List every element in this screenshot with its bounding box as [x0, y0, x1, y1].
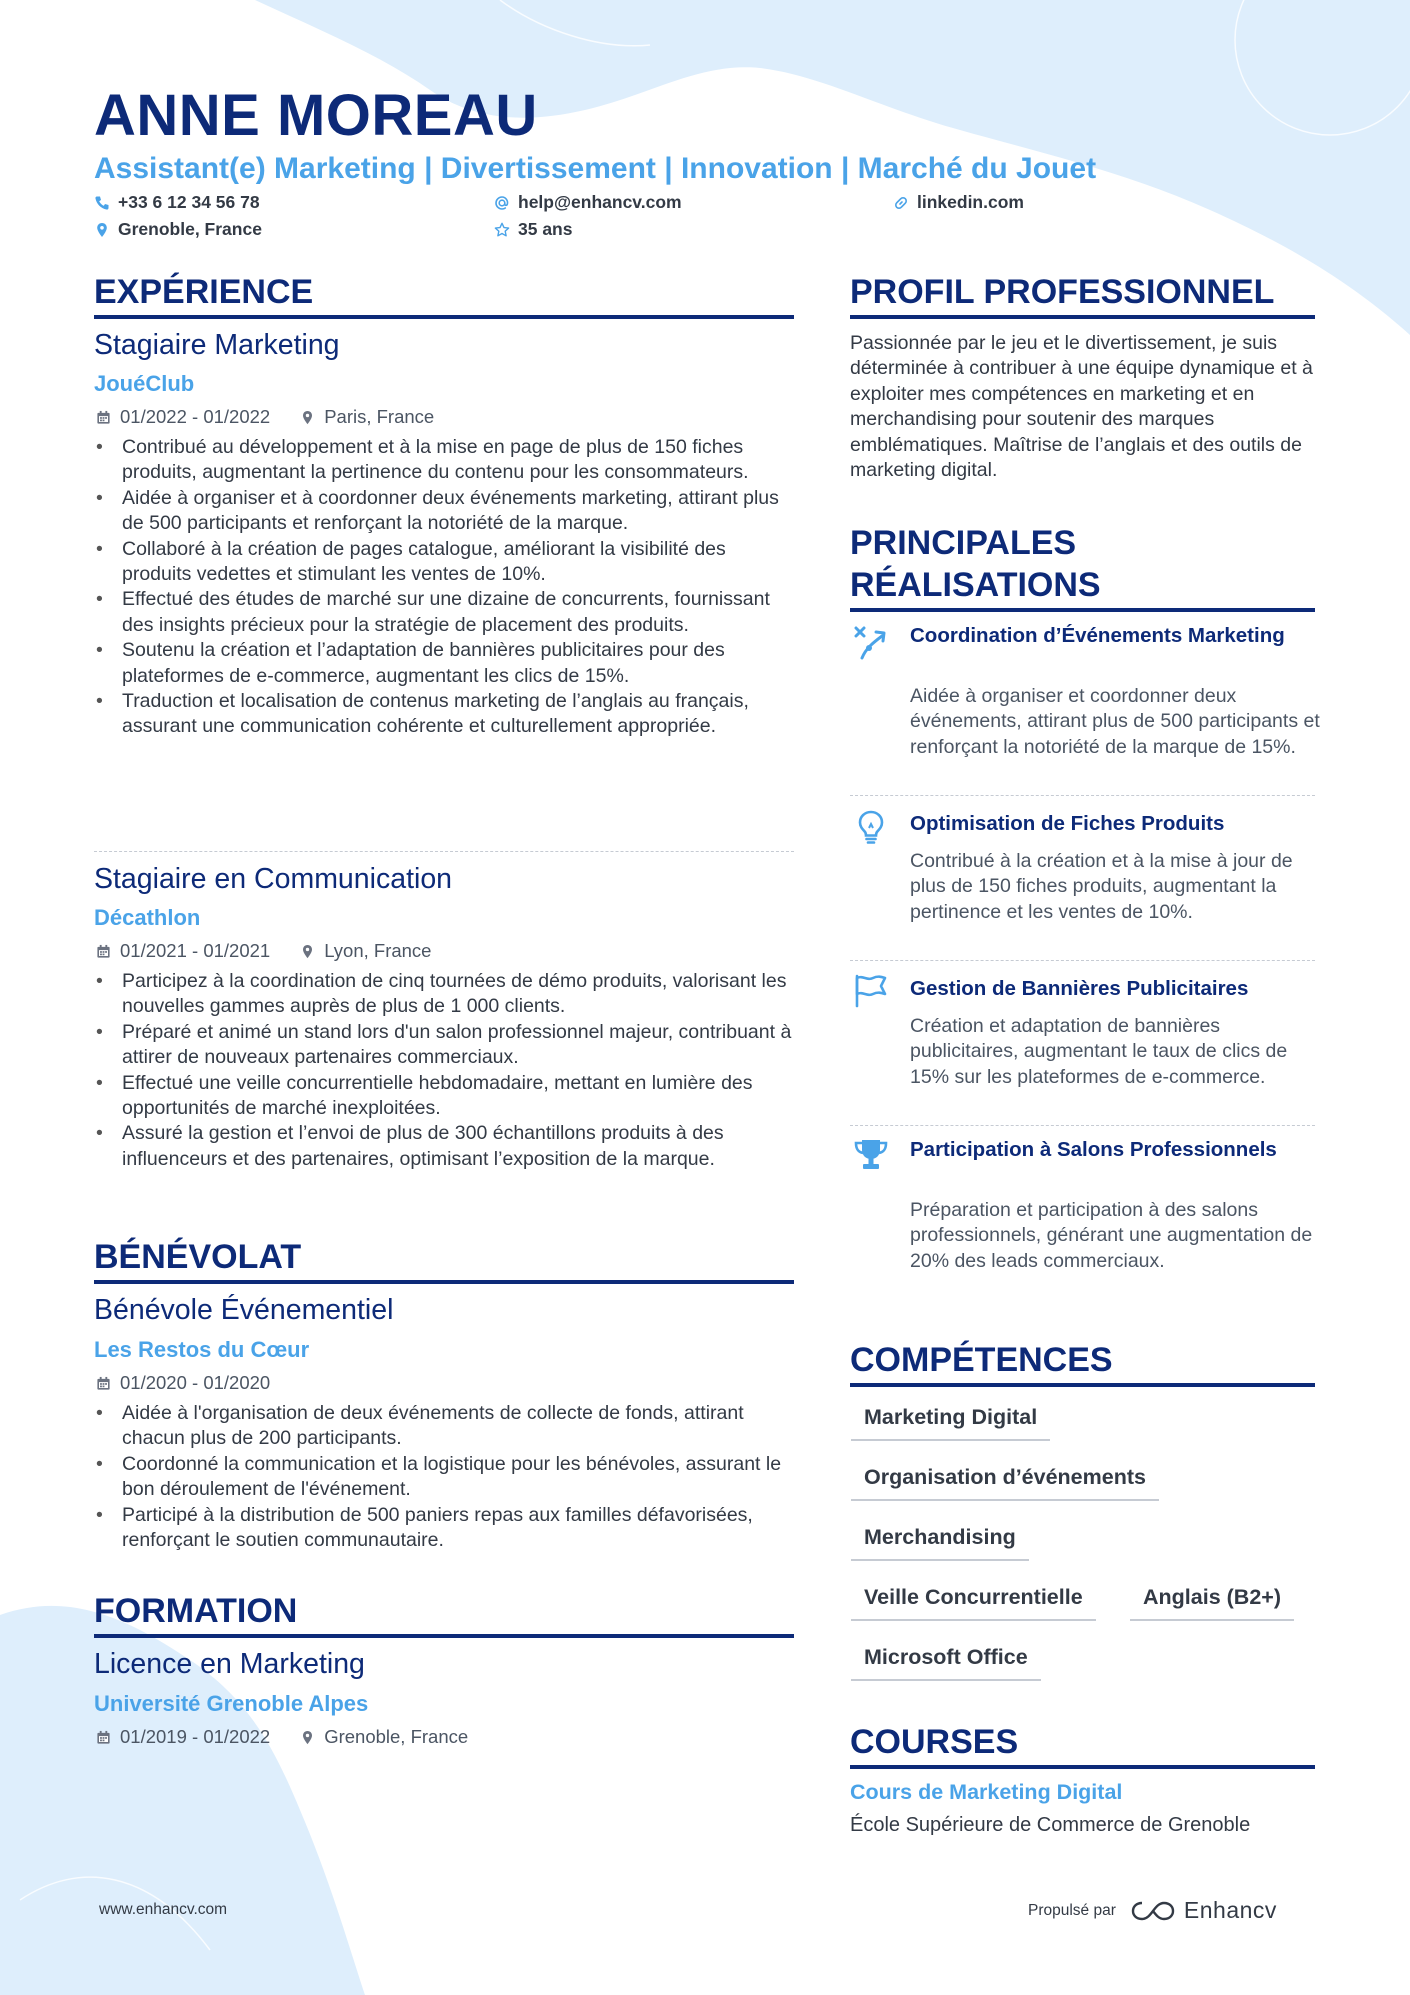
job-company: JouéClub — [94, 371, 195, 396]
location-pin-icon — [300, 1730, 315, 1745]
achievement-title: Participation à Salons Professionnels — [910, 1138, 1277, 1161]
contact-age — [494, 219, 572, 240]
skill-tag: Marketing Digital — [851, 1397, 1050, 1441]
bullet-item: • Participé à la distribution de 500 paniers repas aux familles défavorisées, renforçant le soutien communautaire. — [94, 1503, 794, 1554]
volunteering-rule — [94, 1280, 794, 1284]
job-dates: 01/2022 - 01/2022 — [120, 406, 271, 427]
job-location: Paris, France — [324, 406, 435, 427]
phone-text: +33 6 12 34 56 78 — [118, 192, 260, 212]
volunteer-role: Bénévole Événementiel — [94, 1294, 394, 1326]
education-heading: FORMATION — [94, 1592, 298, 1630]
achievement-text: Préparation et participation à des salons professionnels, générant une augmentation de 20% des leads commerciaux. — [910, 1199, 1313, 1272]
footer-website[interactable]: www.enhancv.com — [99, 1901, 228, 1918]
bullet-item: • Coordonné la communication et la logistique pour les bénévoles, assurant le bon déroulement de l'événement. — [94, 1452, 794, 1503]
profile-rule — [850, 315, 1315, 319]
bullet-item: • Aidée à l'organisation de deux événements de collecte de fonds, attirant chacun plus de 200 participants. — [94, 1401, 794, 1452]
school-name: Université Grenoble Alpes — [94, 1691, 369, 1716]
achievement-title: Optimisation de Fiches Produits — [910, 812, 1225, 835]
skill-tag: Veille Concurrentielle — [851, 1577, 1096, 1621]
link-icon — [893, 195, 909, 211]
divider — [850, 960, 1315, 961]
achievement-title: Gestion de Bannières Publicitaires — [910, 977, 1249, 1000]
education-rule — [94, 1634, 794, 1638]
strategy-icon — [852, 624, 890, 662]
achievements-rule — [850, 608, 1315, 612]
divider — [850, 795, 1315, 796]
bullet-item: • Aidée à organiser et à coordonner deux événements marketing, attirant plus de 500 participants et renforçant la notoriété de la marque. — [94, 486, 794, 537]
bullet-item: • Effectué des études de marché sur une dizaine de concurrents, fournissant des insights précieux pour la stratégie de placement des produits. — [94, 587, 794, 638]
brand-name: Enhancv — [1183, 1897, 1277, 1923]
job-meta — [96, 406, 464, 428]
bullet-item: • Assuré la gestion et l’envoi de plus de 300 échantillons produits à des influenceurs et des partenaires, optimisant l’exposition de la marque. — [94, 1121, 794, 1172]
courses-rule — [850, 1765, 1315, 1769]
contact-location — [94, 219, 262, 240]
job-bullets — [94, 435, 794, 740]
volunteer-meta — [96, 1372, 300, 1394]
phone-icon — [94, 195, 110, 211]
job-location: Lyon, France — [324, 940, 432, 961]
volunteering-heading: BÉNÉVOLAT — [94, 1238, 302, 1276]
achievements-heading-line2: RÉALISATIONS — [850, 566, 1101, 604]
bullet-item: • Effectué une veille concurrentielle hebdomadaire, mettant en lumière des opportunités de marché inexploitées. — [94, 1071, 794, 1122]
job-dates: 01/2021 - 01/2021 — [120, 940, 271, 961]
education-meta — [96, 1726, 498, 1748]
job-title: Stagiaire Marketing — [94, 329, 340, 361]
flag-icon — [852, 972, 890, 1010]
volunteer-dates: 01/2020 - 01/2020 — [120, 1372, 271, 1393]
course-school: École Supérieure de Commerce de Grenoble — [850, 1814, 1251, 1836]
contact-linkedin[interactable] — [893, 192, 1024, 213]
volunteer-bullets — [94, 1401, 794, 1553]
skill-tag: Organisation d’événements — [851, 1457, 1159, 1501]
volunteer-organization: Les Restos du Cœur — [94, 1337, 310, 1362]
job-meta — [96, 940, 461, 962]
job-title: Stagiaire en Communication — [94, 863, 453, 895]
divider — [94, 851, 794, 852]
enhancv-logo-icon — [1130, 1899, 1176, 1923]
profile-heading: PROFIL PROFESSIONNEL — [850, 273, 1275, 311]
calendar-icon — [96, 944, 111, 959]
brand-logo[interactable] — [1130, 1897, 1277, 1924]
degree-title: Licence en Marketing — [94, 1648, 365, 1680]
footer-brand — [1028, 1897, 1277, 1924]
bullet-item: • Traduction et localisation de contenus marketing de l’anglais au français, assurant une communication cohérente et culturellement appropriée. — [94, 689, 794, 740]
skills-rule — [850, 1383, 1315, 1387]
skill-tag: Microsoft Office — [851, 1637, 1041, 1681]
trophy-icon — [852, 1136, 890, 1174]
achievements-heading-line1: PRINCIPALES — [850, 524, 1077, 562]
location-pin-icon — [300, 944, 315, 959]
skill-tag: Merchandising — [851, 1517, 1029, 1561]
lightbulb-icon — [852, 808, 890, 846]
courses-heading: COURSES — [850, 1723, 1019, 1761]
linkedin-text: linkedin.com — [917, 192, 1024, 212]
location-text: Grenoble, France — [118, 219, 262, 239]
bullet-item: • Préparé et animé un stand lors d'un salon professionnel majeur, contribuant à attirer de nouveaux partenaires commerciaux. — [94, 1020, 794, 1071]
divider — [850, 1125, 1315, 1126]
age-text: 35 ans — [518, 219, 573, 239]
job-bullets — [94, 969, 794, 1172]
education-location: Grenoble, France — [324, 1726, 469, 1747]
profile-summary: Passionnée par le jeu et le divertissement, je suis déterminée à contribuer à une équipe dynamique et à exploiter mes compétences en marketing et en merchandising pour soutenir des marques emblématiques. Maîtrise de l’anglais et des outils de marketing digital. — [850, 332, 1313, 482]
powered-by-label: Propulsé par — [1028, 1901, 1116, 1919]
bullet-item: • Participez à la coordination de cinq tournées de démo produits, valorisant les nouvelles gammes auprès de plus de 1 000 clients. — [94, 969, 794, 1020]
achievement-text: Aidée à organiser et coordonner deux événements, attirant plus de 500 participants et renforçant la notoriété de la marque de 15%. — [910, 685, 1320, 758]
at-icon — [494, 195, 510, 211]
course-title: Cours de Marketing Digital — [850, 1780, 1123, 1804]
job-company: Décathlon — [94, 905, 201, 930]
bullet-item: • Collaboré à la création de pages catalogue, améliorant la visibilité des produits vedettes et stimulant les ventes de 10%. — [94, 537, 794, 588]
calendar-icon — [96, 1730, 111, 1745]
bullet-item: • Contribué au développement et à la mise en page de plus de 150 fiches produits, augmentant la pertinence du contenu pour les consommateurs. — [94, 435, 794, 486]
achievement-title: Coordination d’Événements Marketing — [910, 624, 1285, 647]
achievement-text: Création et adaptation de bannières publicitaires, augmentant le taux de clics de 15% sur les plateformes de e-commerce. — [910, 1015, 1288, 1088]
skills-heading: COMPÉTENCES — [850, 1341, 1113, 1379]
calendar-icon — [96, 410, 111, 425]
candidate-name: ANNE MOREAU — [94, 83, 538, 148]
achievement-text: Contribué à la création et à la mise à jour de plus de 150 fiches produits, augmentant la pertinence et les ventes de 10%. — [910, 850, 1293, 923]
location-pin-icon — [300, 410, 315, 425]
star-icon — [494, 222, 510, 238]
email-text: help@enhancv.com — [518, 192, 682, 212]
candidate-tagline: Assistant(e) Marketing | Divertissement | Innovation | Marché du Jouet — [94, 152, 1097, 185]
experience-heading: EXPÉRIENCE — [94, 273, 314, 311]
contact-email[interactable] — [494, 192, 682, 213]
skill-tag: Anglais (B2+) — [1130, 1577, 1294, 1621]
calendar-icon — [96, 1376, 111, 1391]
bullet-item: • Soutenu la création et l’adaptation de bannières publicitaires pour des plateformes de e-commerce, augmentant les clics de 15%. — [94, 638, 794, 689]
location-pin-icon — [94, 222, 110, 238]
education-dates: 01/2019 - 01/2022 — [120, 1726, 271, 1747]
contact-phone[interactable] — [94, 192, 260, 213]
experience-rule — [94, 315, 794, 319]
